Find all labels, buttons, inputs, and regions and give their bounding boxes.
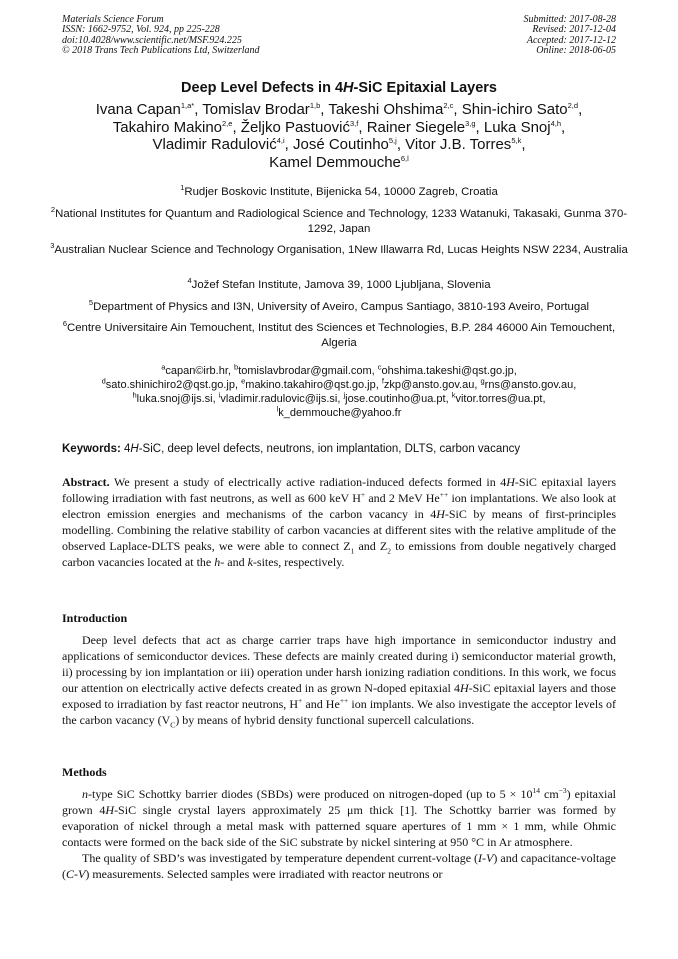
author: Tomislav Brodar$^{1,b}$, (202, 101, 329, 118)
author: Željko Pastuović$^{3,f}$, (240, 118, 367, 136)
author: Shin-ichiro Sato$^{2,d}$, (461, 101, 583, 118)
author: Takahiro Makino$^{2,e}$, (112, 118, 241, 136)
email[interactable]: $^f$zkp@ansto.gov.au, (381, 376, 481, 391)
author: Takeshi Ohshima$^{2,c}$, (328, 101, 462, 118)
affiliation: $^3$Australian Nuclear Science and Technology Organisation, 1New Illawarra Rd, Lucas Heights NSW 2234, Australia (50, 241, 628, 256)
journal-issn: ISSN: 1662-9752, Vol. 924, pp 225-228 (62, 24, 220, 36)
date-accepted: Accepted: 2017-12-12 (526, 34, 616, 46)
journal-info (62, 15, 260, 57)
keywords: Keywords: 4H-SiC, deep level defects, neutrons, ion implantation, DLTS, carbon vacancy (62, 443, 521, 455)
email[interactable]: $^k$vitor.torres@ua.pt, (451, 390, 546, 405)
date-submitted: Submitted: 2017-08-28 (523, 14, 616, 25)
journal-copyright: © 2018 Trans Tech Publications Ltd, Switzerland (62, 45, 260, 57)
author: Luka Snoj$^{4,h}$, (483, 118, 566, 136)
date-revised: Revised: 2017-12-04 (532, 24, 616, 36)
paper-title: Deep Level Defects in 4H-SiC Epitaxial Layers (181, 80, 497, 96)
affiliation: $^2$National Institutes for Quantum and Radiological Science and Technology, 1233 Watanuki, Takasaki, Gunma 370-1292, Japan (50, 205, 628, 235)
methods-text: n-type SiC Schottky barrier diodes (SBDs) were produced on nitrogen-doped (up to $5 \times 10^{14}$ $cm^{-3}$) epitaxial grown 4H-SiC single crystal layers approximately 25 μm thick [1]. The Schottky barrier was formed by evaporation of nickel through a metal mask with patterned square apertures of 1 mm × 1 mm, while Ohmic contacts were formed on the back side of the SiC substrate by nickel sintering at 950 °C in Ar atmosphere. The quality of SBD’s was investigated by temperature dependent current-voltage (I-V) and capacitance-voltage (C-V) measurements. Selected samples were irradiated with reactor neutrons or (62, 786, 616, 881)
author: José Coutinho$^{5,j}$, (292, 136, 406, 153)
email[interactable]: $^a$capan©irb.hr, (161, 362, 235, 377)
email[interactable]: $^j$jose.coutinho@ua.pt, (343, 390, 452, 405)
journal-name: Materials Science Forum (62, 14, 164, 25)
abstract-label: Abstract. (62, 475, 110, 489)
author: Rainer Siegele$^{3,g}$, (366, 118, 484, 136)
email[interactable]: $^l$k_demmouche@yahoo.fr (276, 404, 402, 419)
abstract: Abstract. We present a study of electrically active radiation-induced defects formed in 4H-SiC epitaxial layers following irradiation with fast neutrons, as well as 600 keV H+ and 2 MeV He++ ion implantations. We also look at electron emission energies and mechanisms of the carbon vacancy in 4H-SiC by means of first-principles modelling. Combining the relative stability of carbon vacancies at different sites with the relative amplitude of the observed Laplace-DLTS peaks, we were able to connect $Z_1$ and $Z_2$ to emissions from double negatively charged carbon vacancies located at the h- and k-sites, respectively. (62, 475, 617, 569)
methods-heading: Methods (62, 765, 107, 779)
affiliation: $^1$Rudjer Boskovic Institute, Bijenicka 54, 10000 Zagreb, Croatia (180, 183, 498, 198)
author: Vitor J.B. Torres$^{5,k}$, (405, 136, 526, 153)
author: Vladimir Radulović$^{4,i}$, (152, 136, 293, 153)
email[interactable]: $^e$makino.takahiro@qst.go.jp, (241, 376, 382, 391)
introduction-heading: Introduction (62, 611, 128, 625)
journal-doi: doi:10.4028/www.scientific.net/MSF.924.225 (62, 34, 242, 46)
affiliation: $^6$Centre Universitaire Ain Temouchent, Institut des Sciences et Technologies, B.P. 284 46000 Ain Temouchent, Algeria (62, 319, 616, 349)
email[interactable]: $^g$rns@ansto.gov.au, (480, 376, 577, 391)
email[interactable]: $^d$sato.shinichiro2@qst.go.jp, (101, 376, 242, 391)
author: Kamel Demmouche$^{6,l}$ (269, 153, 409, 171)
keywords-label: Keywords: (62, 443, 121, 455)
author: Ivana Capan$^{1,a*}$, (95, 101, 203, 118)
email[interactable]: $^c$ohshima.takeshi@qst.go.jp, (377, 362, 517, 377)
email[interactable]: $^i$vladimir.radulovic@ijs.si, (218, 390, 344, 405)
dates-info (524, 15, 617, 57)
affiliation: $^4$Jožef Stefan Institute, Jamova 39, 1000 Ljubljana, Slovenia (187, 276, 491, 291)
affiliation: $^5$Department of Physics and I3N, University of Aveiro, Campus Santiago, 3810-193 Aveiro, Portugal (88, 298, 590, 313)
email-list (40, 364, 638, 420)
introduction-text: Deep level defects that act as charge carrier traps have high importance in semiconductor industry and applications of semiconductor devices. These defects are mainly created during i) semiconductor material growth, ii) processing by ion implantation or iii) operation under harsh ionizing radiation conditions. In this work, we focus our attention on electrically active defects created in as grown N-doped epitaxial 4H-SiC epitaxial layers and those exposed to irradiation by fast reactor neutrons, H+ and He++ ion implants. We also investigate the acceptor levels of the carbon vacancy $(V_C)$ by means of hybrid density functional supercell calculations. (62, 633, 616, 730)
author-list (40, 101, 638, 171)
email[interactable]: $^b$tomislavbrodar@gmail.com, (234, 362, 378, 377)
email[interactable]: $^h$luka.snoj@ijs.si, (132, 390, 219, 405)
date-online: Online: 2018-06-05 (536, 45, 616, 57)
